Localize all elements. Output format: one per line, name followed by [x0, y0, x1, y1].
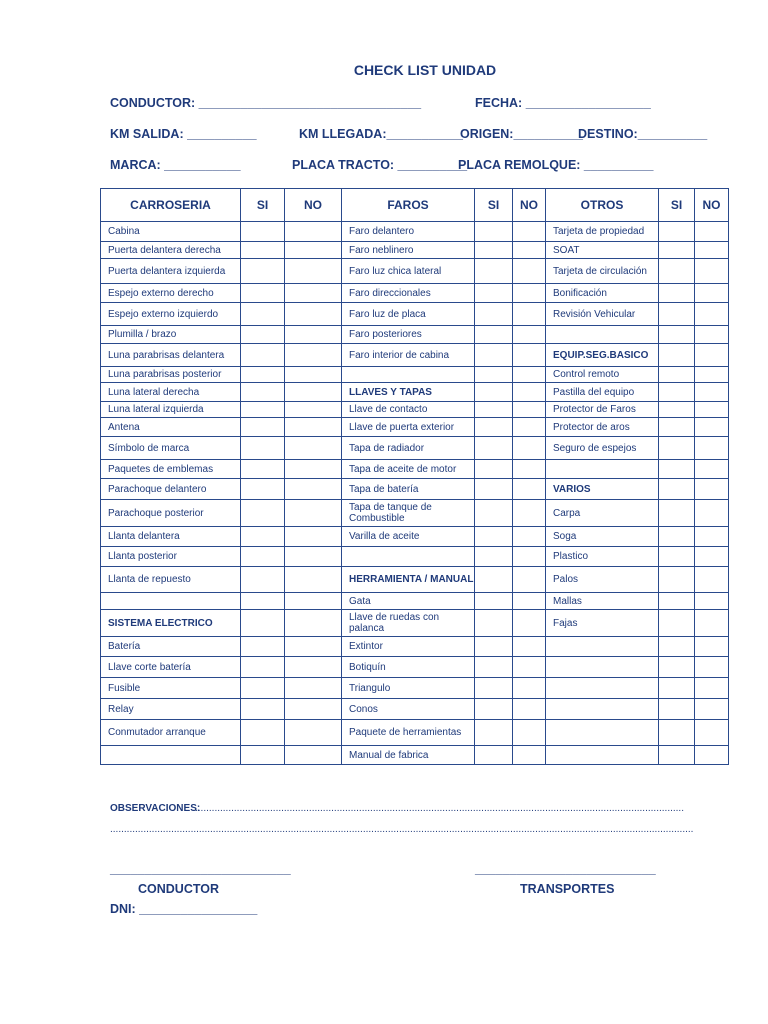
- otros-item: Protector de Faros: [546, 402, 659, 418]
- otros-si-checkbox[interactable]: [659, 593, 695, 610]
- otros-item: Mallas: [546, 593, 659, 610]
- carroseria-si-checkbox[interactable]: [241, 720, 285, 746]
- col-header: SI: [241, 189, 285, 222]
- otros-no-checkbox[interactable]: [695, 678, 729, 699]
- carroseria-no-checkbox[interactable]: [285, 593, 342, 610]
- faros-item: Faro luz chica lateral: [342, 259, 475, 284]
- faros-si-checkbox[interactable]: [475, 259, 513, 284]
- otros-item: Palos: [546, 567, 659, 593]
- faros-no-checkbox[interactable]: [513, 367, 546, 383]
- table-row: [101, 222, 729, 242]
- carroseria-si-checkbox[interactable]: [241, 437, 285, 460]
- carroseria-item: Luna lateral derecha: [101, 383, 241, 402]
- faros-item: Extintor: [342, 637, 475, 657]
- carroseria-item: [101, 746, 241, 765]
- otros-item: Revisión Vehicular: [546, 303, 659, 326]
- carroseria-si-checkbox[interactable]: [241, 242, 285, 259]
- faros-item: Faro neblinero: [342, 242, 475, 259]
- carroseria-item: Espejo externo izquierdo: [101, 303, 241, 326]
- faros-si-checkbox[interactable]: [475, 344, 513, 367]
- otros-no-checkbox[interactable]: [695, 326, 729, 344]
- carroseria-item: Espejo externo derecho: [101, 284, 241, 303]
- otros-no-checkbox[interactable]: [695, 567, 729, 593]
- faros-si-checkbox[interactable]: [475, 242, 513, 259]
- otros-item: [546, 460, 659, 479]
- otros-si-checkbox[interactable]: [659, 402, 695, 418]
- otros-si-checkbox[interactable]: [659, 527, 695, 547]
- placa-tracto-field[interactable]: PLACA TRACTO: __________: [292, 158, 468, 172]
- faros-item: Tapa de batería: [342, 479, 475, 500]
- otros-item: Tarjeta de propiedad: [546, 222, 659, 242]
- otros-item: [546, 699, 659, 720]
- faros-no-checkbox[interactable]: [513, 637, 546, 657]
- otros-no-checkbox[interactable]: [695, 547, 729, 567]
- carroseria-no-checkbox[interactable]: [285, 678, 342, 699]
- carroseria-si-checkbox[interactable]: [241, 383, 285, 402]
- table-row: [101, 303, 729, 326]
- otros-item: Tarjeta de circulación: [546, 259, 659, 284]
- km-llegada-field[interactable]: KM LLEGADA:___________: [299, 127, 463, 141]
- destino-field[interactable]: DESTINO:__________: [578, 127, 708, 141]
- otros-si-checkbox[interactable]: [659, 326, 695, 344]
- carroseria-item: Fusible: [101, 678, 241, 699]
- fecha-field[interactable]: FECHA: __________________: [475, 96, 651, 110]
- carroseria-si-checkbox[interactable]: [241, 460, 285, 479]
- carroseria-item: Llanta posterior: [101, 547, 241, 567]
- table-row: [101, 637, 729, 657]
- faros-item: Varilla de aceite: [342, 527, 475, 547]
- otros-item: [546, 720, 659, 746]
- carroseria-item: Parachoque delantero: [101, 479, 241, 500]
- col-header: NO: [285, 189, 342, 222]
- otros-si-checkbox[interactable]: [659, 720, 695, 746]
- otros-no-checkbox[interactable]: [695, 284, 729, 303]
- faros-no-checkbox[interactable]: [513, 720, 546, 746]
- marca-field[interactable]: MARCA: ___________: [110, 158, 241, 172]
- table-row: [101, 242, 729, 259]
- carroseria-si-checkbox[interactable]: [241, 402, 285, 418]
- col-header: NO: [513, 189, 546, 222]
- otros-item: Pastilla del equipo: [546, 383, 659, 402]
- col-header: SI: [659, 189, 695, 222]
- carroseria-no-checkbox[interactable]: [285, 460, 342, 479]
- carroseria-no-checkbox[interactable]: [285, 637, 342, 657]
- otros-no-checkbox[interactable]: [695, 460, 729, 479]
- otros-si-checkbox[interactable]: [659, 500, 695, 527]
- faros-item: Paquete de herramientas: [342, 720, 475, 746]
- checklist-table: [100, 188, 729, 765]
- placa-remolque-field[interactable]: PLACA REMOLQUE: __________: [458, 158, 654, 172]
- col-header: CARROSERIA: [101, 189, 241, 222]
- carroseria-si-checkbox[interactable]: [241, 593, 285, 610]
- carroseria-no-checkbox[interactable]: [285, 259, 342, 284]
- faros-item: Llave de contacto: [342, 402, 475, 418]
- faros-si-checkbox[interactable]: [475, 637, 513, 657]
- otros-si-checkbox[interactable]: [659, 242, 695, 259]
- otros-si-checkbox[interactable]: [659, 367, 695, 383]
- carroseria-si-checkbox[interactable]: [241, 479, 285, 500]
- faros-si-checkbox[interactable]: [475, 284, 513, 303]
- otros-si-checkbox[interactable]: [659, 567, 695, 593]
- table-row: [101, 547, 729, 567]
- otros-si-checkbox[interactable]: [659, 479, 695, 500]
- otros-item: VARIOS: [546, 479, 659, 500]
- carroseria-si-checkbox[interactable]: [241, 746, 285, 765]
- otros-no-checkbox[interactable]: [695, 367, 729, 383]
- otros-item: Plastico: [546, 547, 659, 567]
- faros-no-checkbox[interactable]: [513, 567, 546, 593]
- observaciones-line-2[interactable]: ..................................................................................................................................................................................................................: [110, 824, 694, 835]
- carroseria-no-checkbox[interactable]: [285, 303, 342, 326]
- faros-no-checkbox[interactable]: [513, 259, 546, 284]
- carroseria-item: Parachoque posterior: [101, 500, 241, 527]
- carroseria-no-checkbox[interactable]: [285, 479, 342, 500]
- faros-si-checkbox[interactable]: [475, 567, 513, 593]
- km-salida-field[interactable]: KM SALIDA: __________: [110, 127, 257, 141]
- carroseria-item: Batería: [101, 637, 241, 657]
- origen-field[interactable]: ORIGEN:__________: [460, 127, 583, 141]
- carroseria-si-checkbox[interactable]: [241, 699, 285, 720]
- otros-no-checkbox[interactable]: [695, 242, 729, 259]
- faros-si-checkbox[interactable]: [475, 437, 513, 460]
- faros-item: Tapa de aceite de motor: [342, 460, 475, 479]
- table-row: [101, 746, 729, 765]
- table-row: [101, 326, 729, 344]
- faros-si-checkbox[interactable]: [475, 593, 513, 610]
- carroseria-si-checkbox[interactable]: [241, 657, 285, 678]
- table-row: [101, 284, 729, 303]
- otros-no-checkbox[interactable]: [695, 479, 729, 500]
- faros-item: Botiquín: [342, 657, 475, 678]
- conductor-signature-label: CONDUCTOR: [138, 882, 220, 896]
- otros-item: [546, 678, 659, 699]
- carroseria-item: Paquetes de emblemas: [101, 460, 241, 479]
- otros-item: [546, 637, 659, 657]
- otros-no-checkbox[interactable]: [695, 610, 729, 637]
- carroseria-no-checkbox[interactable]: [285, 326, 342, 344]
- carroseria-si-checkbox[interactable]: [241, 259, 285, 284]
- otros-si-checkbox[interactable]: [659, 657, 695, 678]
- carroseria-si-checkbox[interactable]: [241, 678, 285, 699]
- faros-si-checkbox[interactable]: [475, 383, 513, 402]
- faros-item: Gata: [342, 593, 475, 610]
- carroseria-no-checkbox[interactable]: [285, 284, 342, 303]
- otros-si-checkbox[interactable]: [659, 610, 695, 637]
- otros-si-checkbox[interactable]: [659, 303, 695, 326]
- otros-item: [546, 326, 659, 344]
- otros-no-checkbox[interactable]: [695, 746, 729, 765]
- carroseria-item: Luna lateral izquierda: [101, 402, 241, 418]
- faros-si-checkbox[interactable]: [475, 303, 513, 326]
- page-title: CHECK LIST UNIDAD: [353, 62, 497, 78]
- faros-item: LLAVES Y TAPAS: [342, 383, 475, 402]
- transportes-signature-label: TRANSPORTES: [520, 882, 615, 896]
- faros-item: Manual de fabrica: [342, 746, 475, 765]
- carroseria-item: Conmutador arranque: [101, 720, 241, 746]
- faros-item: HERRAMIENTA / MANUAL: [342, 567, 475, 593]
- faros-no-checkbox[interactable]: [513, 699, 546, 720]
- faros-si-checkbox[interactable]: [475, 657, 513, 678]
- carroseria-no-checkbox[interactable]: [285, 746, 342, 765]
- otros-item: [546, 657, 659, 678]
- otros-no-checkbox[interactable]: [695, 657, 729, 678]
- table-row: [101, 527, 729, 547]
- otros-item: Protector de aros: [546, 418, 659, 437]
- otros-si-checkbox[interactable]: [659, 222, 695, 242]
- col-header: NO: [695, 189, 729, 222]
- otros-item: Carpa: [546, 500, 659, 527]
- otros-no-checkbox[interactable]: [695, 303, 729, 326]
- col-header: FAROS: [342, 189, 475, 222]
- otros-si-checkbox[interactable]: [659, 699, 695, 720]
- otros-si-checkbox[interactable]: [659, 418, 695, 437]
- otros-no-checkbox[interactable]: [695, 500, 729, 527]
- carroseria-si-checkbox[interactable]: [241, 344, 285, 367]
- carroseria-no-checkbox[interactable]: [285, 567, 342, 593]
- otros-no-checkbox[interactable]: [695, 699, 729, 720]
- otros-si-checkbox[interactable]: [659, 637, 695, 657]
- faros-no-checkbox[interactable]: [513, 657, 546, 678]
- otros-item: Control remoto: [546, 367, 659, 383]
- otros-no-checkbox[interactable]: [695, 637, 729, 657]
- faros-no-checkbox[interactable]: [513, 593, 546, 610]
- carroseria-si-checkbox[interactable]: [241, 610, 285, 637]
- faros-no-checkbox[interactable]: [513, 500, 546, 527]
- faros-no-checkbox[interactable]: [513, 418, 546, 437]
- faros-item: Llave de ruedas con palanca: [342, 610, 475, 637]
- carroseria-item: Plumilla / brazo: [101, 326, 241, 344]
- transportes-signature-line[interactable]: __________________________: [475, 862, 656, 876]
- carroseria-item: Puerta delantera derecha: [101, 242, 241, 259]
- carroseria-item: Cabina: [101, 222, 241, 242]
- dni-field[interactable]: DNI: _________________: [110, 902, 258, 916]
- table-row: [101, 699, 729, 720]
- carroseria-no-checkbox[interactable]: [285, 547, 342, 567]
- faros-item: Faro interior de cabina: [342, 344, 475, 367]
- otros-no-checkbox[interactable]: [695, 527, 729, 547]
- table-row: [101, 593, 729, 610]
- carroseria-no-checkbox[interactable]: [285, 610, 342, 637]
- carroseria-item: [101, 593, 241, 610]
- table-header-row: [101, 189, 729, 222]
- faros-no-checkbox[interactable]: [513, 527, 546, 547]
- faros-no-checkbox[interactable]: [513, 678, 546, 699]
- otros-item: Bonificación: [546, 284, 659, 303]
- table-row: [101, 720, 729, 746]
- carroseria-item: Llanta delantera: [101, 527, 241, 547]
- carroseria-no-checkbox[interactable]: [285, 383, 342, 402]
- otros-item: Seguro de espejos: [546, 437, 659, 460]
- table-row: [101, 259, 729, 284]
- faros-si-checkbox[interactable]: [475, 527, 513, 547]
- carroseria-si-checkbox[interactable]: [241, 222, 285, 242]
- otros-no-checkbox[interactable]: [695, 259, 729, 284]
- carroseria-si-checkbox[interactable]: [241, 303, 285, 326]
- faros-item: Faro direccionales: [342, 284, 475, 303]
- otros-no-checkbox[interactable]: [695, 383, 729, 402]
- faros-si-checkbox[interactable]: [475, 699, 513, 720]
- observaciones-label: OBSERVACIONES:: [110, 803, 201, 814]
- faros-item: Faro luz de placa: [342, 303, 475, 326]
- otros-item: Fajas: [546, 610, 659, 637]
- carroseria-item: Relay: [101, 699, 241, 720]
- faros-no-checkbox[interactable]: [513, 242, 546, 259]
- faros-si-checkbox[interactable]: [475, 367, 513, 383]
- otros-si-checkbox[interactable]: [659, 344, 695, 367]
- otros-no-checkbox[interactable]: [695, 344, 729, 367]
- otros-no-checkbox[interactable]: [695, 720, 729, 746]
- carroseria-no-checkbox[interactable]: [285, 367, 342, 383]
- otros-item: Soga: [546, 527, 659, 547]
- faros-item: Faro delantero: [342, 222, 475, 242]
- carroseria-si-checkbox[interactable]: [241, 500, 285, 527]
- carroseria-no-checkbox[interactable]: [285, 699, 342, 720]
- faros-si-checkbox[interactable]: [475, 746, 513, 765]
- table-row: [101, 418, 729, 437]
- carroseria-no-checkbox[interactable]: [285, 242, 342, 259]
- carroseria-si-checkbox[interactable]: [241, 637, 285, 657]
- faros-item: [342, 367, 475, 383]
- faros-item: Conos: [342, 699, 475, 720]
- carroseria-si-checkbox[interactable]: [241, 527, 285, 547]
- table-row: [101, 479, 729, 500]
- otros-si-checkbox[interactable]: [659, 678, 695, 699]
- faros-no-checkbox[interactable]: [513, 437, 546, 460]
- faros-si-checkbox[interactable]: [475, 402, 513, 418]
- observaciones-line-1[interactable]: ................................................................................................................................................................................: [195, 803, 684, 814]
- faros-no-checkbox[interactable]: [513, 326, 546, 344]
- faros-item: Llave de puerta exterior: [342, 418, 475, 437]
- otros-no-checkbox[interactable]: [695, 437, 729, 460]
- carroseria-no-checkbox[interactable]: [285, 402, 342, 418]
- carroseria-no-checkbox[interactable]: [285, 344, 342, 367]
- faros-si-checkbox[interactable]: [475, 460, 513, 479]
- carroseria-si-checkbox[interactable]: [241, 326, 285, 344]
- faros-no-checkbox[interactable]: [513, 746, 546, 765]
- faros-si-checkbox[interactable]: [475, 326, 513, 344]
- carroseria-item: Símbolo de marca: [101, 437, 241, 460]
- faros-si-checkbox[interactable]: [475, 720, 513, 746]
- faros-item: [342, 547, 475, 567]
- faros-no-checkbox[interactable]: [513, 402, 546, 418]
- faros-item: Tapa de tanque de Combustible: [342, 500, 475, 527]
- faros-item: Tapa de radiador: [342, 437, 475, 460]
- otros-si-checkbox[interactable]: [659, 259, 695, 284]
- otros-item: [546, 746, 659, 765]
- carroseria-no-checkbox[interactable]: [285, 418, 342, 437]
- carroseria-no-checkbox[interactable]: [285, 222, 342, 242]
- carroseria-no-checkbox[interactable]: [285, 527, 342, 547]
- faros-si-checkbox[interactable]: [475, 678, 513, 699]
- faros-si-checkbox[interactable]: [475, 610, 513, 637]
- col-header: SI: [475, 189, 513, 222]
- carroseria-item: Luna parabrisas delantera: [101, 344, 241, 367]
- carroseria-item: Puerta delantera izquierda: [101, 259, 241, 284]
- otros-no-checkbox[interactable]: [695, 222, 729, 242]
- table-row: [101, 437, 729, 460]
- faros-no-checkbox[interactable]: [513, 222, 546, 242]
- carroseria-si-checkbox[interactable]: [241, 567, 285, 593]
- faros-item: Faro posteriores: [342, 326, 475, 344]
- otros-no-checkbox[interactable]: [695, 593, 729, 610]
- table-row: [101, 610, 729, 637]
- faros-no-checkbox[interactable]: [513, 303, 546, 326]
- table-row: [101, 460, 729, 479]
- faros-si-checkbox[interactable]: [475, 500, 513, 527]
- carroseria-no-checkbox[interactable]: [285, 437, 342, 460]
- faros-si-checkbox[interactable]: [475, 222, 513, 242]
- carroseria-item: Antena: [101, 418, 241, 437]
- faros-si-checkbox[interactable]: [475, 547, 513, 567]
- faros-no-checkbox[interactable]: [513, 344, 546, 367]
- otros-si-checkbox[interactable]: [659, 460, 695, 479]
- otros-no-checkbox[interactable]: [695, 418, 729, 437]
- carroseria-no-checkbox[interactable]: [285, 657, 342, 678]
- carroseria-item: Luna parabrisas posterior: [101, 367, 241, 383]
- faros-item: Triangulo: [342, 678, 475, 699]
- table-row: [101, 344, 729, 367]
- table-row: [101, 678, 729, 699]
- table-row: [101, 367, 729, 383]
- table-row: [101, 500, 729, 527]
- faros-no-checkbox[interactable]: [513, 610, 546, 637]
- table-row: [101, 567, 729, 593]
- faros-no-checkbox[interactable]: [513, 547, 546, 567]
- table-row: [101, 383, 729, 402]
- otros-item: EQUIP.SEG.BASICO: [546, 344, 659, 367]
- faros-no-checkbox[interactable]: [513, 383, 546, 402]
- table-row: [101, 657, 729, 678]
- conductor-field[interactable]: CONDUCTOR: ________________________________: [110, 96, 422, 110]
- carroseria-si-checkbox[interactable]: [241, 284, 285, 303]
- faros-no-checkbox[interactable]: [513, 479, 546, 500]
- faros-si-checkbox[interactable]: [475, 479, 513, 500]
- conductor-signature-line[interactable]: __________________________: [110, 862, 291, 876]
- carroseria-no-checkbox[interactable]: [285, 500, 342, 527]
- otros-si-checkbox[interactable]: [659, 383, 695, 402]
- otros-item: SOAT: [546, 242, 659, 259]
- faros-no-checkbox[interactable]: [513, 284, 546, 303]
- otros-si-checkbox[interactable]: [659, 746, 695, 765]
- carroseria-si-checkbox[interactable]: [241, 367, 285, 383]
- carroseria-item: Llanta de repuesto: [101, 567, 241, 593]
- otros-si-checkbox[interactable]: [659, 437, 695, 460]
- col-header: OTROS: [546, 189, 659, 222]
- table-row: [101, 402, 729, 418]
- otros-si-checkbox[interactable]: [659, 284, 695, 303]
- otros-no-checkbox[interactable]: [695, 402, 729, 418]
- otros-si-checkbox[interactable]: [659, 547, 695, 567]
- carroseria-item: Llave corte batería: [101, 657, 241, 678]
- carroseria-no-checkbox[interactable]: [285, 720, 342, 746]
- carroseria-si-checkbox[interactable]: [241, 547, 285, 567]
- faros-no-checkbox[interactable]: [513, 460, 546, 479]
- carroseria-item: SISTEMA ELECTRICO: [101, 610, 241, 637]
- faros-si-checkbox[interactable]: [475, 418, 513, 437]
- carroseria-si-checkbox[interactable]: [241, 418, 285, 437]
